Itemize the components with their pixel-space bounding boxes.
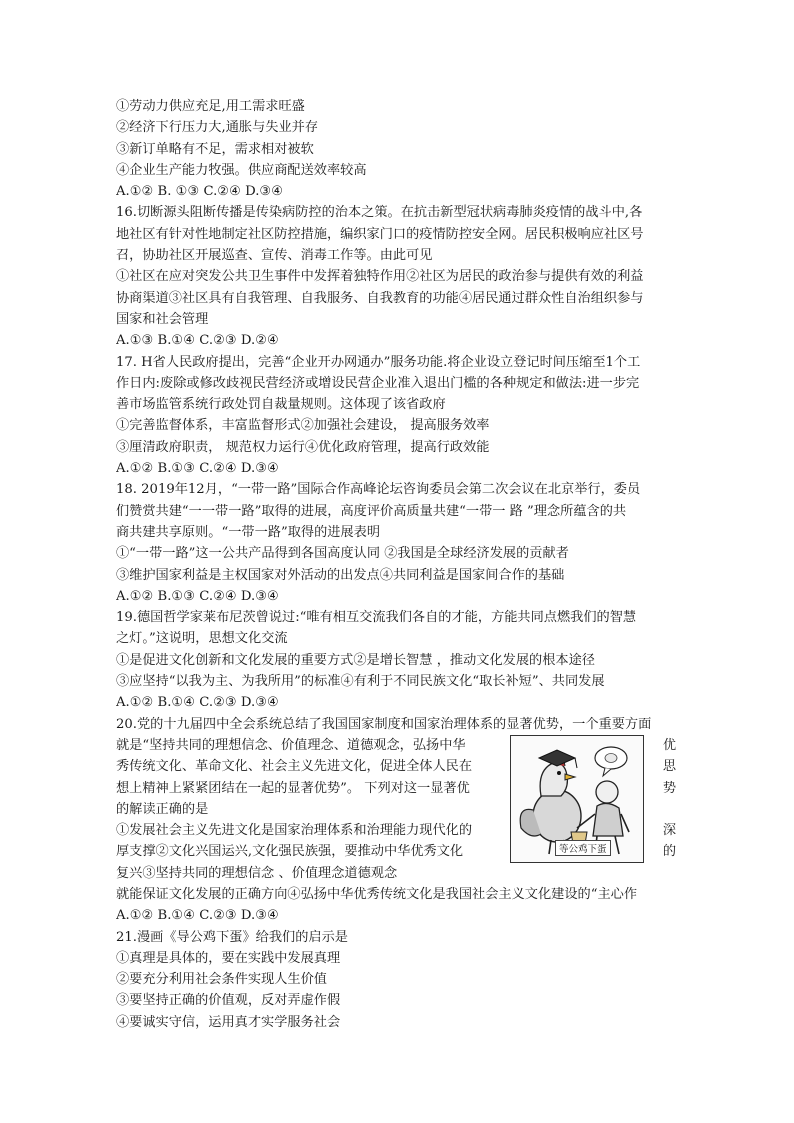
q20-stem-line-3-left: 秀传统文化、革命文化、社会主义先进文化，促进全体人民在 <box>116 759 473 775</box>
q17-stem-line-2: 作日内:废除或修改歧视民营经济或增设民营企业准入退出门槛的各种规定和做法:进一步完 <box>116 375 640 391</box>
q20-stem-line-5: 的解读正确的是 <box>116 801 209 817</box>
q20-stem-line-4-right: 势 <box>662 780 676 796</box>
q15-option-1: ①劳动力供应充足,用工需求旺盛 <box>116 99 305 114</box>
q21-stem-line-1: 21.漫画《导公鸡下蛋》给我们的启示是 <box>116 929 348 945</box>
q20-stem-line-4-left: 想上精神上紧紧团结在一起的显著优势”。 下列对这一显著优 <box>116 780 470 796</box>
q20-options-line-3: 复兴③坚持共同的理想信念 、价值理念道德观念 <box>116 865 398 881</box>
q18-options-line-2: ③维护国家利益是主权国家对外活动的出发点④共同利益是国家间合作的基础 <box>116 567 565 583</box>
q20-options-line-1-left: ①发展社会主义先进文化是国家治理体系和治理能力现代化的 <box>116 823 473 839</box>
question-16 <box>116 202 676 351</box>
q15-option-4: ④企业生产能力牧强。供应商配送效率较高 <box>116 162 367 178</box>
q19-options-line-2: ③应坚持“以我为主、为我所用”的标准④有利于不同民族文化“取长补短”、共同发展 <box>116 674 605 690</box>
q17-options-line-2: ③厘清政府职责， 规范权力运行④优化政府管理，提高行政效能 <box>116 439 490 455</box>
q19-stem-line-2: 之灯。”这说明，思想文化交流 <box>116 631 288 647</box>
q19-options-line-1: ①是促进文化创新和文化发展的重要方式②是增长智慧 ，推动文化发展的根本途径 <box>116 652 595 668</box>
q18-stem-line-2: 们赞赏共建“一一带一路”取得的进展，高度评价高质量共建“一带一 路 ”理念所蕴含的共 <box>116 503 627 519</box>
q21-option-2: ②要充分利用社会条件实现人生价值 <box>116 972 327 988</box>
cartoon-caption: 等公鸡下蛋 <box>555 840 611 856</box>
q16-stem-line-3: 召，协助社区开展巡查、宣传、消毒工作等。由此可见 <box>116 248 433 264</box>
q20-options-line-1-right: 深 <box>662 823 676 839</box>
q20-options-line-2-left: 厚支撑②文化兴国运兴,文化强民族强，要推动中华优秀文化 <box>116 844 464 860</box>
q16-stem-line-2: 地社区有针对性地制定社区防控措施，编织家门口的疫情防控安全网。居民积极响应社区号 <box>116 226 644 242</box>
q21-option-1: ①真理是具体的，要在实践中发展真理 <box>116 950 341 966</box>
q15-answer-choices: A.①② B. ①③ C.②④ D.③④ <box>116 184 284 200</box>
q17-stem-line-3: 善市场监管系统行政处罚自裁量规则。这体现了该省政府 <box>116 397 446 413</box>
q15-option-2: ②经济下行压力大,通胀与失业并存 <box>116 120 319 136</box>
question-21 <box>116 927 676 1033</box>
question-18 <box>116 479 676 607</box>
q18-stem-line-1: 18. 2019年12月，“一带一路”国际合作高峰论坛咨询委员会第二次会议在北京举行，委员 <box>116 482 641 498</box>
q15-option-3: ③新订单略有不足，需求相对被软 <box>116 141 314 157</box>
question-17 <box>116 352 676 480</box>
q19-answer-choices: A.①② B.①④ C.②③ D.③④ <box>116 695 279 711</box>
q17-options-line-1: ①完善监督体系，丰富监督形式②加强社会建设， 提高服务效率 <box>116 418 490 434</box>
question-20 <box>116 714 676 927</box>
q16-answer-choices: A.①③ B.①④ C.②③ D.②④ <box>116 333 279 349</box>
cartoon-image <box>510 735 644 863</box>
q20-options-line-2-right: 的 <box>662 844 676 860</box>
q20-stem-line-3-right: 思 <box>662 759 676 775</box>
q16-options-line-3: 国家和社会管理 <box>116 311 209 327</box>
question-15-options <box>116 96 676 202</box>
q16-stem-line-1: 16.切断源头阻断传播是传染病防控的治本之策。在抗击新型冠状病毒肺炎疫情的战斗中,各 <box>116 205 643 221</box>
exam-page <box>116 96 676 1033</box>
q18-options-line-1: ①“一带一路”这一公共产品得到各国高度认同 ②我国是全球经济发展的贡献者 <box>116 546 569 562</box>
q18-stem-line-3: 商共建共享原则。“一带一路”取得的进展表明 <box>116 524 381 540</box>
q17-stem-line-1: 17. H省人民政府提出，完善“企业开办网通办”服务功能.将企业设立登记时间压缩至1个工 <box>116 354 641 370</box>
q19-stem-line-1: 19.德国哲学家莱布尼茨曾说过:“唯有相互交流我们各自的才能，方能共同点燃我们的智慧 <box>116 610 637 626</box>
q18-answer-choices: A.①② B.①③ C.②④ D.③④ <box>116 588 279 604</box>
q21-option-3: ③要坚持正确的价值观，反对弄虚作假 <box>116 993 341 1009</box>
q16-options-line-1: ①社区在应对突发公共卫生事件中发挥着独特作用②社区为居民的政治参与提供有效的利益 <box>116 269 644 285</box>
q20-stem-line-1: 20.党的十九届四中全会系统总结了我国国家制度和国家治理体系的显著优势，一个重要方面 <box>116 716 652 732</box>
q20-answer-choices: A.①② B.①④ C.②③ D.③④ <box>116 908 279 924</box>
question-19 <box>116 607 676 713</box>
q21-option-4: ④要诚实守信，运用真才实学服务社会 <box>116 1014 341 1030</box>
q20-stem-line-2-right: 优 <box>662 737 676 753</box>
q20-stem-line-2-left: 就是“坚持共同的理想信念、价值理念、道德观念，弘扬中华 <box>116 737 466 753</box>
q17-answer-choices: A.①② B.①③ C.②④ D.③④ <box>116 461 279 477</box>
q20-options-line-4: 就能保证文化发展的正确方向④弘扬中华优秀传统文化是我国社会主义文化建设的“主心作 <box>116 886 638 902</box>
q16-options-line-2: 协商渠道③社区具有自我管理、自我服务、自我教育的功能④居民通过群众性自治组织参与 <box>116 290 644 306</box>
